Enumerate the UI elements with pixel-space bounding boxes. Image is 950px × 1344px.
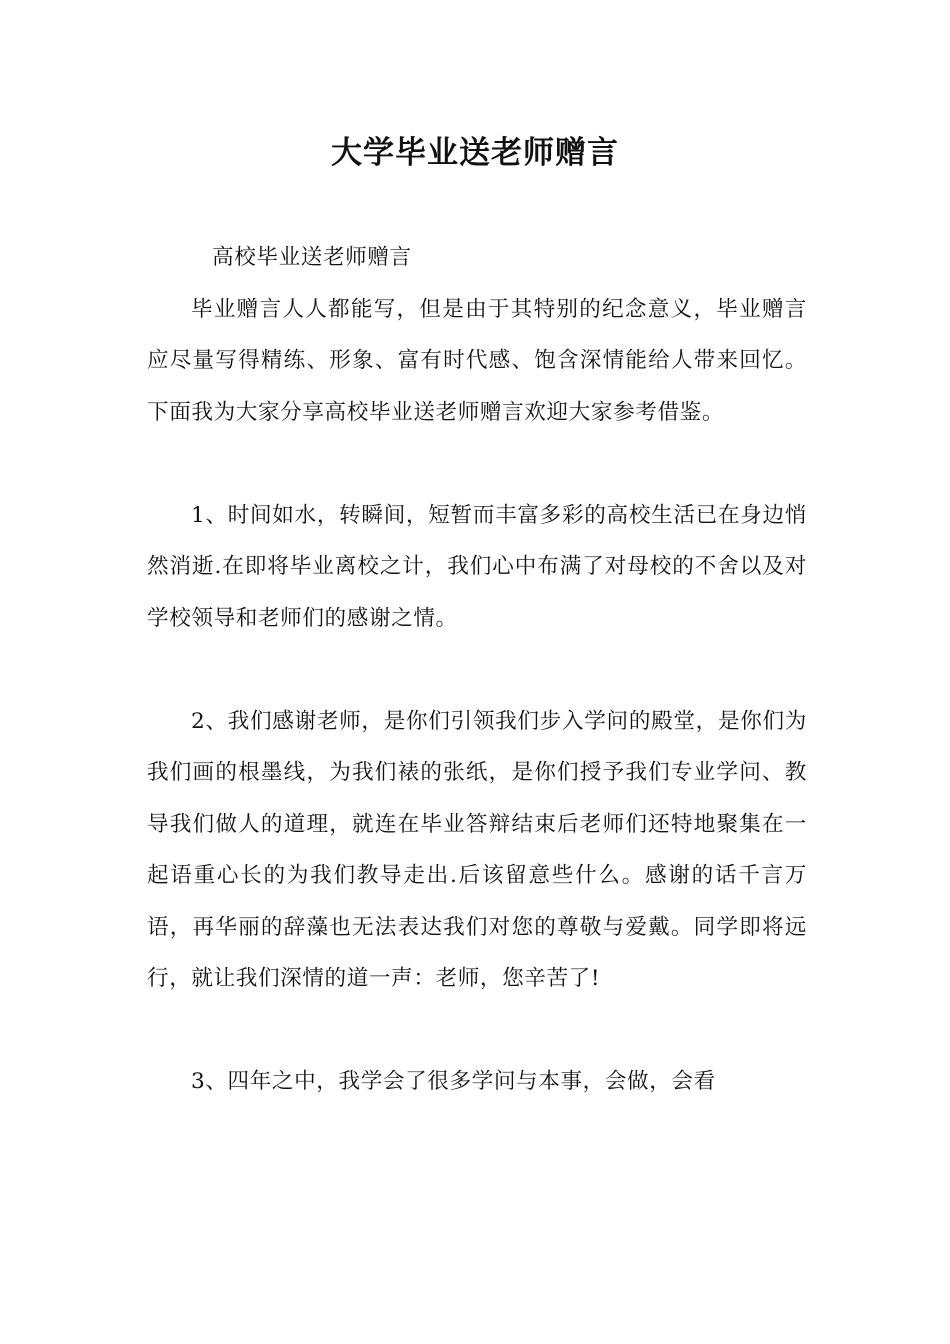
intro-paragraph: 毕业赠言人人都能写，但是由于其特别的纪念意义，毕业赠言应尽量写得精练、形象、富有时代感、饱含深情能给人带来回忆。下面我为大家分享高校毕业送老师赠言欢迎大家参考借鉴。 bbox=[147, 296, 807, 425]
paragraph-3: 3、四年之中，我学会了很多学问与本事，会做，会看 bbox=[191, 1069, 716, 1094]
paragraph-gap bbox=[147, 644, 807, 696]
paragraph-2: 2、我们感谢老师，是你们引领我们步入学问的殿堂，是你们为我们画的根墨线，为我们裱的张纸，是你们授予我们专业学问、教导我们做人的道理，就连在毕业答辩结束后老师们还特地聚集在一起语重心长的为我们教导走出.后该留意些什么。感谢的话千言万语，再华丽的辞藻也无法表达我们对您的尊敬与爱戴。同学即将远行，就让我们深情的道一声：老师，您辛苦了! bbox=[147, 708, 807, 991]
page-title: 大学毕业送老师赠言 bbox=[331, 135, 619, 171]
paragraph-gap bbox=[147, 1005, 807, 1057]
subtitle: 高校毕业送老师赠言 bbox=[212, 245, 412, 270]
document-body bbox=[147, 232, 807, 1108]
paragraph-gap bbox=[147, 438, 807, 490]
paragraph-1: 1、时间如水，转瞬间，短暂而丰富多彩的高校生活已在身边悄然消逝.在即将毕业离校之计，我们心中布满了对母校的不舍以及对学校领导和老师们的感谢之情。 bbox=[147, 502, 807, 631]
